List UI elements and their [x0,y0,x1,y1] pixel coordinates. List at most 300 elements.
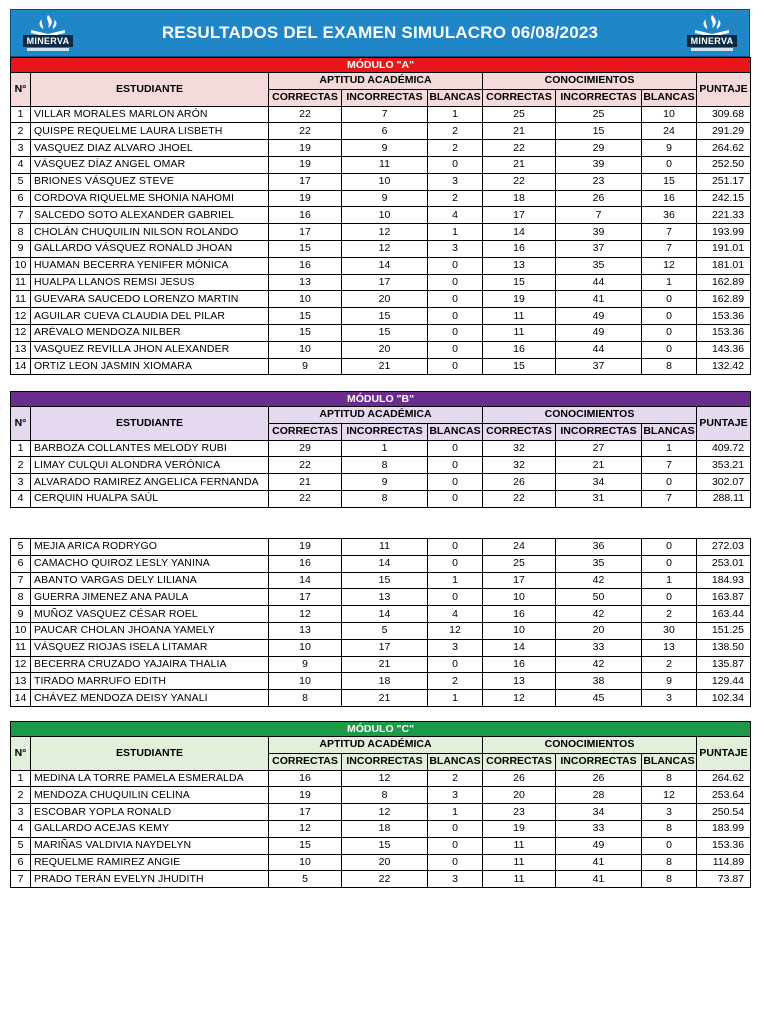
knowledge-blank: 8 [642,854,697,871]
aptitude-incorrect: 14 [342,257,428,274]
aptitude-correct: 9 [269,656,342,673]
col-knowledge-correct: CORRECTAS [483,89,556,106]
aptitude-incorrect: 1 [342,440,428,457]
score: 162.89 [697,274,751,291]
aptitude-incorrect: 17 [342,639,428,656]
knowledge-blank: 0 [642,837,697,854]
student-name: HUALPA LLANOS REMSI JESUS [31,274,269,291]
student-name: AGUILAR CUEVA CLAUDIA DEL PILAR [31,308,269,325]
results-table-c [10,721,751,888]
knowledge-blank: 0 [642,474,697,491]
aptitude-blank: 0 [428,820,483,837]
knowledge-correct: 20 [483,787,556,804]
module-b-continued [10,538,750,707]
col-knowledge-correct: CORRECTAS [483,753,556,770]
knowledge-incorrect: 45 [556,690,642,707]
row-number: 10 [11,257,31,274]
row-number: 6 [11,190,31,207]
knowledge-correct: 21 [483,123,556,140]
table-row [11,589,751,606]
aptitude-blank: 3 [428,787,483,804]
aptitude-blank: 0 [428,539,483,556]
row-number: 11 [11,291,31,308]
row-number: 10 [11,622,31,639]
row-number: 12 [11,324,31,341]
row-number: 2 [11,457,31,474]
knowledge-correct: 25 [483,555,556,572]
table-row [11,787,751,804]
knowledge-correct: 22 [483,140,556,157]
row-number: 8 [11,224,31,241]
aptitude-correct: 10 [269,854,342,871]
student-name: CHÁVEZ MENDOZA DEISY YANALI [31,690,269,707]
aptitude-blank: 4 [428,207,483,224]
table-header-row [11,737,751,754]
page-title: RESULTADOS DEL EXAMEN SIMULACRO 06/08/2023 [161,23,599,42]
knowledge-correct: 17 [483,207,556,224]
table-row [11,190,751,207]
col-student: ESTUDIANTE [31,73,269,107]
logo-text: MINERVA [23,35,73,47]
row-number: 4 [11,156,31,173]
book-flame-icon [687,13,737,37]
col-aptitude-blank: BLANCAS [428,89,483,106]
table-row [11,656,751,673]
row-number: 12 [11,308,31,325]
col-aptitude-incorrect: INCORRECTAS [342,89,428,106]
knowledge-incorrect: 28 [556,787,642,804]
score: 253.01 [697,555,751,572]
knowledge-blank: 0 [642,291,697,308]
knowledge-correct: 22 [483,490,556,507]
row-number: 6 [11,555,31,572]
knowledge-correct: 10 [483,622,556,639]
aptitude-incorrect: 21 [342,656,428,673]
module-banner [11,392,751,407]
row-number: 11 [11,639,31,656]
col-student: ESTUDIANTE [31,407,269,441]
aptitude-incorrect: 22 [342,871,428,888]
knowledge-incorrect: 50 [556,589,642,606]
aptitude-blank: 2 [428,190,483,207]
aptitude-incorrect: 20 [342,341,428,358]
knowledge-correct: 16 [483,341,556,358]
score: 221.33 [697,207,751,224]
knowledge-correct: 26 [483,770,556,787]
student-name: GUEVARA SAUCEDO LORENZO MARTIN [31,291,269,308]
knowledge-incorrect: 29 [556,140,642,157]
col-aptitude-correct: CORRECTAS [269,89,342,106]
aptitude-incorrect: 21 [342,690,428,707]
knowledge-correct: 15 [483,358,556,375]
aptitude-incorrect: 10 [342,207,428,224]
aptitude-incorrect: 21 [342,358,428,375]
aptitude-incorrect: 8 [342,490,428,507]
aptitude-incorrect: 8 [342,787,428,804]
aptitude-blank: 0 [428,490,483,507]
module-c [10,721,750,888]
col-number: N° [11,73,31,107]
row-number: 7 [11,871,31,888]
aptitude-blank: 0 [428,274,483,291]
aptitude-correct: 10 [269,341,342,358]
student-name: CHOLÁN CHUQUILIN NILSON ROLANDO [31,224,269,241]
aptitude-blank: 0 [428,156,483,173]
knowledge-correct: 17 [483,572,556,589]
aptitude-correct: 22 [269,123,342,140]
knowledge-incorrect: 41 [556,854,642,871]
aptitude-blank: 1 [428,804,483,821]
score: 114.89 [697,854,751,871]
knowledge-correct: 11 [483,837,556,854]
col-aptitude-incorrect: INCORRECTAS [342,753,428,770]
score: 153.36 [697,308,751,325]
knowledge-incorrect: 25 [556,106,642,123]
student-name: BECERRA CRUZADO YAJAIRA THALIA [31,656,269,673]
knowledge-incorrect: 21 [556,457,642,474]
aptitude-blank: 3 [428,173,483,190]
score: 264.62 [697,140,751,157]
module-title: MÓDULO "B" [11,392,751,407]
table-row [11,837,751,854]
aptitude-blank: 0 [428,589,483,606]
row-number: 6 [11,854,31,871]
score: 129.44 [697,673,751,690]
aptitude-blank: 0 [428,440,483,457]
table-row [11,140,751,157]
table-row [11,358,751,375]
aptitude-blank: 1 [428,106,483,123]
aptitude-correct: 8 [269,690,342,707]
aptitude-correct: 17 [269,224,342,241]
knowledge-incorrect: 33 [556,820,642,837]
score: 353.21 [697,457,751,474]
aptitude-incorrect: 15 [342,572,428,589]
score: 132.42 [697,358,751,375]
aptitude-incorrect: 15 [342,324,428,341]
knowledge-correct: 32 [483,440,556,457]
aptitude-correct: 19 [269,190,342,207]
aptitude-correct: 14 [269,572,342,589]
knowledge-correct: 16 [483,656,556,673]
aptitude-blank: 0 [428,457,483,474]
knowledge-correct: 13 [483,257,556,274]
score: 409.72 [697,440,751,457]
score: 162.89 [697,291,751,308]
knowledge-blank: 0 [642,539,697,556]
table-row [11,555,751,572]
knowledge-incorrect: 34 [556,474,642,491]
knowledge-incorrect: 49 [556,308,642,325]
score: 252.50 [697,156,751,173]
module-b [10,391,750,508]
aptitude-correct: 22 [269,457,342,474]
col-student: ESTUDIANTE [31,737,269,771]
col-aptitude-correct: CORRECTAS [269,753,342,770]
aptitude-blank: 0 [428,324,483,341]
logo-text: MINERVA [687,35,737,47]
knowledge-correct: 10 [483,589,556,606]
table-row [11,854,751,871]
aptitude-incorrect: 10 [342,173,428,190]
aptitude-correct: 19 [269,539,342,556]
aptitude-correct: 16 [269,207,342,224]
table-row [11,622,751,639]
table-row [11,474,751,491]
aptitude-incorrect: 9 [342,190,428,207]
student-name: CAMACHO QUIROZ LESLY YANINA [31,555,269,572]
aptitude-correct: 15 [269,837,342,854]
knowledge-incorrect: 23 [556,173,642,190]
knowledge-blank: 7 [642,490,697,507]
knowledge-blank: 3 [642,804,697,821]
aptitude-correct: 13 [269,622,342,639]
aptitude-blank: 12 [428,622,483,639]
row-number: 7 [11,207,31,224]
knowledge-incorrect: 42 [556,572,642,589]
aptitude-blank: 0 [428,291,483,308]
table-header-row [11,407,751,424]
knowledge-blank: 30 [642,622,697,639]
results-table-b [10,538,751,707]
aptitude-correct: 19 [269,787,342,804]
row-number: 3 [11,474,31,491]
module-title: MÓDULO "C" [11,722,751,737]
knowledge-blank: 0 [642,341,697,358]
aptitude-correct: 16 [269,770,342,787]
student-name: GUERRA JIMENEZ ANA PAULA [31,589,269,606]
row-number: 2 [11,787,31,804]
knowledge-correct: 14 [483,224,556,241]
knowledge-blank: 1 [642,274,697,291]
knowledge-blank: 1 [642,440,697,457]
student-name: LIMAY CULQUI ALONDRA VERÓNICA [31,457,269,474]
student-name: ORTIZ LEON JASMIN XIOMARA [31,358,269,375]
aptitude-correct: 15 [269,324,342,341]
student-name: BRIONES VÁSQUEZ STEVE [31,173,269,190]
score: 291.29 [697,123,751,140]
aptitude-correct: 16 [269,257,342,274]
row-number: 5 [11,173,31,190]
aptitude-incorrect: 20 [342,854,428,871]
col-knowledge-incorrect: INCORRECTAS [556,423,642,440]
score: 253.64 [697,787,751,804]
knowledge-blank: 15 [642,173,697,190]
student-name: BARBOZA COLLANTES MELODY RUBI [31,440,269,457]
knowledge-blank: 0 [642,308,697,325]
knowledge-correct: 14 [483,639,556,656]
score: 163.87 [697,589,751,606]
col-aptitude-incorrect: INCORRECTAS [342,423,428,440]
aptitude-blank: 0 [428,474,483,491]
table-row [11,606,751,623]
col-aptitude-blank: BLANCAS [428,423,483,440]
col-knowledge-blank: BLANCAS [642,89,697,106]
table-row [11,240,751,257]
col-group-knowledge: CONOCIMIENTOS [483,407,697,424]
student-name: PAUCAR CHOLAN JHOANA YAMELY [31,622,269,639]
aptitude-incorrect: 12 [342,240,428,257]
col-number: N° [11,737,31,771]
score: 153.36 [697,837,751,854]
knowledge-correct: 23 [483,804,556,821]
row-number: 1 [11,106,31,123]
score: 302.07 [697,474,751,491]
module-title: MÓDULO "A" [11,58,751,73]
col-score: PUNTAJE [697,407,751,441]
table-header-row [11,73,751,90]
table-row [11,173,751,190]
row-number: 5 [11,539,31,556]
knowledge-incorrect: 49 [556,837,642,854]
score: 242.15 [697,190,751,207]
table-row [11,308,751,325]
knowledge-incorrect: 31 [556,490,642,507]
knowledge-incorrect: 41 [556,871,642,888]
knowledge-blank: 7 [642,240,697,257]
aptitude-correct: 9 [269,358,342,375]
col-knowledge-correct: CORRECTAS [483,423,556,440]
col-group-aptitude: APTITUD ACADÉMICA [269,407,483,424]
score: 102.34 [697,690,751,707]
table-row [11,770,751,787]
score: 183.99 [697,820,751,837]
student-name: MARIÑAS VALDIVIA NAYDELYN [31,837,269,854]
module-banner [11,722,751,737]
aptitude-blank: 2 [428,140,483,157]
results-table-a [10,57,751,375]
aptitude-incorrect: 7 [342,106,428,123]
knowledge-correct: 12 [483,690,556,707]
aptitude-correct: 17 [269,173,342,190]
aptitude-incorrect: 11 [342,539,428,556]
aptitude-blank: 4 [428,606,483,623]
table-row [11,639,751,656]
row-number: 1 [11,440,31,457]
col-score: PUNTAJE [697,73,751,107]
knowledge-correct: 22 [483,173,556,190]
knowledge-blank: 16 [642,190,697,207]
table-row [11,440,751,457]
knowledge-blank: 0 [642,324,697,341]
student-name: TIRADO MARRUFO EDITH [31,673,269,690]
minerva-logo [687,13,737,55]
knowledge-correct: 32 [483,457,556,474]
student-name: ALVARADO RAMIREZ ANGELICA FERNANDA [31,474,269,491]
aptitude-incorrect: 11 [342,156,428,173]
knowledge-incorrect: 7 [556,207,642,224]
student-name: SALCEDO SOTO ALEXANDER GABRIEL [31,207,269,224]
module-a [10,57,750,375]
aptitude-incorrect: 8 [342,457,428,474]
knowledge-blank: 10 [642,106,697,123]
row-number: 13 [11,673,31,690]
col-aptitude-correct: CORRECTAS [269,423,342,440]
score: 184.93 [697,572,751,589]
knowledge-correct: 25 [483,106,556,123]
student-name: VÁSQUEZ DÍAZ ANGEL OMAR [31,156,269,173]
score: 153.36 [697,324,751,341]
knowledge-incorrect: 26 [556,770,642,787]
table-row [11,207,751,224]
score: 163.44 [697,606,751,623]
aptitude-incorrect: 9 [342,474,428,491]
row-number: 5 [11,837,31,854]
student-name: GALLARDO ACEJAS KEMY [31,820,269,837]
aptitude-incorrect: 20 [342,291,428,308]
aptitude-blank: 1 [428,224,483,241]
row-number: 1 [11,770,31,787]
knowledge-correct: 24 [483,539,556,556]
knowledge-blank: 7 [642,224,697,241]
col-knowledge-blank: BLANCAS [642,423,697,440]
row-number: 7 [11,572,31,589]
aptitude-correct: 12 [269,606,342,623]
row-number: 14 [11,690,31,707]
score: 138.50 [697,639,751,656]
knowledge-incorrect: 37 [556,240,642,257]
score: 272.03 [697,539,751,556]
col-knowledge-blank: BLANCAS [642,753,697,770]
table-row [11,820,751,837]
score: 193.99 [697,224,751,241]
aptitude-correct: 19 [269,140,342,157]
knowledge-incorrect: 34 [556,804,642,821]
aptitude-blank: 0 [428,358,483,375]
knowledge-incorrect: 26 [556,190,642,207]
knowledge-correct: 26 [483,474,556,491]
score: 181.01 [697,257,751,274]
aptitude-incorrect: 13 [342,589,428,606]
student-name: MENDOZA CHUQUILIN CELINA [31,787,269,804]
knowledge-correct: 13 [483,673,556,690]
table-row [11,341,751,358]
aptitude-correct: 10 [269,639,342,656]
knowledge-blank: 0 [642,156,697,173]
knowledge-correct: 19 [483,291,556,308]
knowledge-incorrect: 39 [556,156,642,173]
aptitude-incorrect: 9 [342,140,428,157]
student-name: ARÉVALO MENDOZA NILBER [31,324,269,341]
knowledge-incorrect: 15 [556,123,642,140]
col-knowledge-incorrect: INCORRECTAS [556,89,642,106]
knowledge-incorrect: 38 [556,673,642,690]
student-name: MEJIA ARICA RODRYGO [31,539,269,556]
results-table-b [10,391,751,508]
knowledge-incorrect: 20 [556,622,642,639]
knowledge-correct: 11 [483,854,556,871]
col-group-knowledge: CONOCIMIENTOS [483,73,697,90]
table-row [11,123,751,140]
knowledge-incorrect: 42 [556,606,642,623]
knowledge-incorrect: 42 [556,656,642,673]
row-number: 14 [11,358,31,375]
aptitude-blank: 2 [428,770,483,787]
aptitude-correct: 12 [269,820,342,837]
knowledge-blank: 3 [642,690,697,707]
aptitude-blank: 0 [428,656,483,673]
col-group-aptitude: APTITUD ACADÉMICA [269,737,483,754]
aptitude-correct: 17 [269,804,342,821]
knowledge-incorrect: 27 [556,440,642,457]
row-number: 3 [11,140,31,157]
knowledge-blank: 8 [642,820,697,837]
knowledge-correct: 15 [483,274,556,291]
row-number: 9 [11,606,31,623]
table-row [11,291,751,308]
row-number: 11 [11,274,31,291]
row-number: 13 [11,341,31,358]
